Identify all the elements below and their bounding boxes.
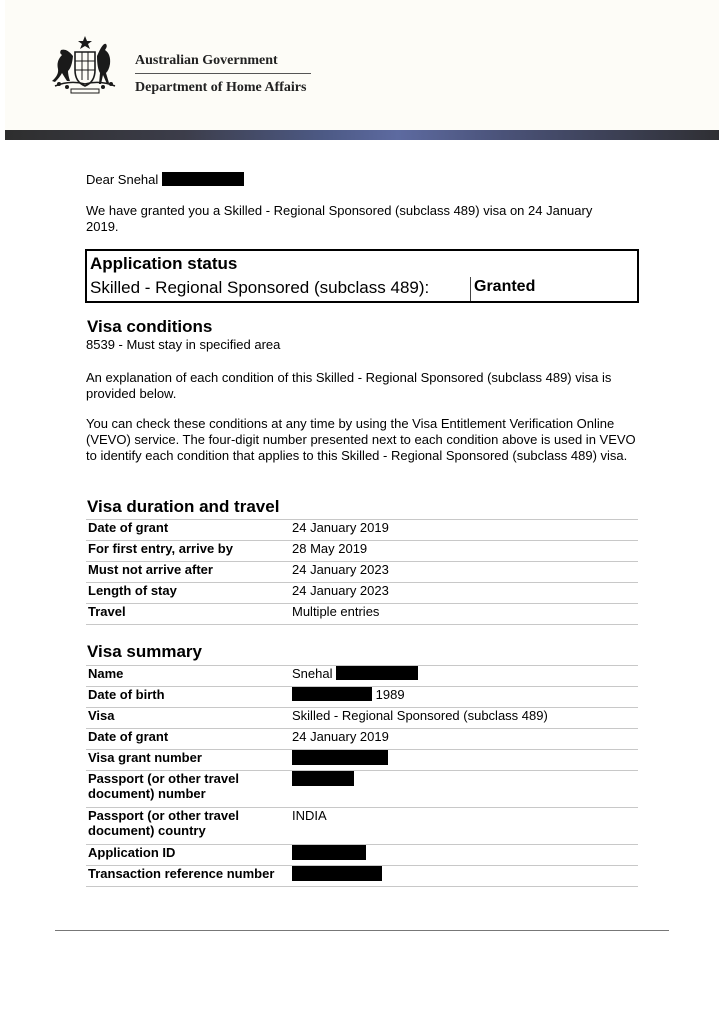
conditions-explanation: An explanation of each condition of this Skilled - Regional Sponsored (subclass 489) visa is provided below. [86, 370, 612, 401]
row-label: Transaction reference number [86, 866, 290, 887]
table-row [86, 808, 638, 845]
footer-divider [55, 930, 669, 931]
row-label: For first entry, arrive by [86, 541, 290, 562]
redacted-surname [162, 172, 244, 186]
row-value: Snehal [292, 666, 333, 681]
table-row [86, 562, 638, 583]
australian-coat-of-arms-icon [45, 34, 125, 98]
status-value: Granted [474, 278, 536, 295]
row-label: Visa [86, 708, 290, 729]
redacted-surname [336, 666, 418, 680]
summary-table [86, 665, 638, 887]
table-row [86, 604, 638, 625]
row-value-cell [290, 687, 638, 708]
grant-intro: We have granted you a Skilled - Regional Sponsored (subclass 489) visa on 24 January 2019. [86, 203, 593, 234]
department-name: Department of Home Affairs [135, 80, 307, 95]
row-value-cell [290, 666, 638, 687]
row-label: Date of grant [86, 520, 290, 541]
condition-item: 8539 - Must stay in specified area [86, 337, 281, 352]
table-row [86, 845, 638, 866]
redacted-transaction-ref [292, 866, 382, 881]
application-status-box [85, 249, 639, 303]
table-row [86, 771, 638, 808]
row-label: Length of stay [86, 583, 290, 604]
government-name: Australian Government [135, 53, 278, 68]
row-label: Must not arrive after [86, 562, 290, 583]
letterhead [5, 0, 719, 131]
row-value: 24 January 2023 [290, 562, 638, 583]
table-row [86, 729, 638, 750]
table-row [86, 708, 638, 729]
row-label: Passport (or other travel document) number [86, 771, 290, 808]
duration-table [86, 519, 638, 625]
row-label: Application ID [86, 845, 290, 866]
row-label: Travel [86, 604, 290, 625]
row-label: Date of birth [86, 687, 290, 708]
table-row [86, 866, 638, 887]
redacted-birth-date [292, 687, 372, 701]
letterhead-divider [135, 73, 311, 74]
row-label: Name [86, 666, 290, 687]
row-label: Visa grant number [86, 750, 290, 771]
row-value: Skilled - Regional Sponsored (subclass 489) [290, 708, 638, 729]
row-value: 28 May 2019 [290, 541, 638, 562]
row-label: Date of grant [86, 729, 290, 750]
row-value-cell [290, 845, 638, 866]
table-row [86, 750, 638, 771]
row-value-cell [290, 866, 638, 887]
summary-heading: Visa summary [87, 642, 202, 661]
row-value: 24 January 2019 [290, 729, 638, 750]
greeting-line [86, 172, 244, 188]
row-value: 1989 [375, 687, 405, 702]
table-row [86, 520, 638, 541]
table-row [86, 541, 638, 562]
row-label: Passport (or other travel document) country [86, 808, 290, 845]
row-value: 24 January 2019 [290, 520, 638, 541]
header-banner [5, 130, 719, 140]
table-row [86, 687, 638, 708]
redacted-grant-number [292, 750, 388, 765]
row-value-cell [290, 750, 638, 771]
row-value: INDIA [290, 808, 638, 845]
duration-heading: Visa duration and travel [87, 497, 280, 516]
row-value-cell [290, 771, 638, 808]
table-row [86, 583, 638, 604]
table-row [86, 666, 638, 687]
redacted-passport-number [292, 771, 354, 786]
greeting: Dear Snehal [86, 172, 159, 187]
vevo-note: You can check these conditions at any time by using the Visa Entitlement Verification Online (VEVO) service. The four-digit number presented next to each condition above is used in VEVO to identify each condition that applies to this Skilled - Regional Sponsored (subclass 489) visa. [86, 416, 636, 463]
status-visa: Skilled - Regional Sponsored (subclass 489): [90, 278, 430, 297]
row-value: Multiple entries [290, 604, 638, 625]
status-title: Application status [90, 254, 238, 273]
conditions-heading: Visa conditions [87, 317, 213, 336]
status-divider [470, 277, 471, 301]
redacted-application-id [292, 845, 366, 860]
row-value: 24 January 2023 [290, 583, 638, 604]
